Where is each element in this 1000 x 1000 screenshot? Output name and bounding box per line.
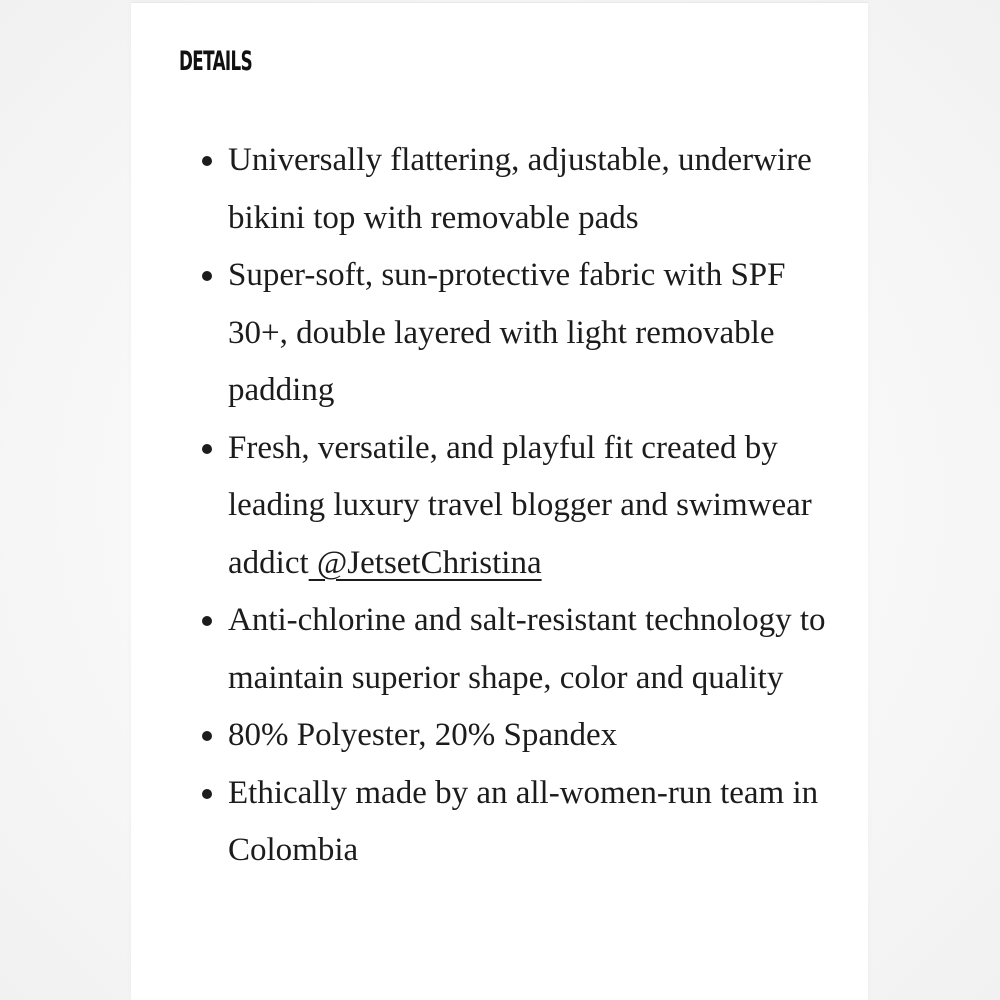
details-item-text: Anti-chlorine and salt-resistant technology to maintain superior shape, color and quality <box>228 602 826 696</box>
details-item-text: Universally flattering, adjustable, underwire bikini top with removable pads <box>228 142 812 236</box>
bullet-icon <box>202 271 212 281</box>
bullet-icon <box>202 156 212 166</box>
bullet-icon <box>202 789 212 799</box>
details-item-text: Ethically made by an all-women-run team in Colombia <box>228 774 819 868</box>
details-list-item <box>228 765 848 880</box>
details-list-item <box>228 247 848 420</box>
details-list-item <box>228 132 848 247</box>
details-item-text: Fresh, versatile, and playful fit created by leading luxury travel blogger and swimwear addict <box>228 429 812 581</box>
details-list-item <box>228 592 848 707</box>
bullet-icon <box>202 731 212 741</box>
bullet-icon <box>202 444 212 454</box>
details-list <box>228 132 848 880</box>
bullet-icon <box>202 616 212 626</box>
details-heading: DETAILS <box>179 46 253 77</box>
details-list-item <box>228 707 848 765</box>
details-item-text: Super-soft, sun-protective fabric with SPF 30+, double layered with light removable padding <box>228 257 786 408</box>
panel-top-border <box>131 2 868 3</box>
details-panel <box>131 2 868 1000</box>
details-item-text: 80% Polyester, 20% Spandex <box>228 717 618 753</box>
details-list-item <box>228 420 848 593</box>
jetset-christina-link[interactable]: @JetsetChristina <box>308 544 542 581</box>
